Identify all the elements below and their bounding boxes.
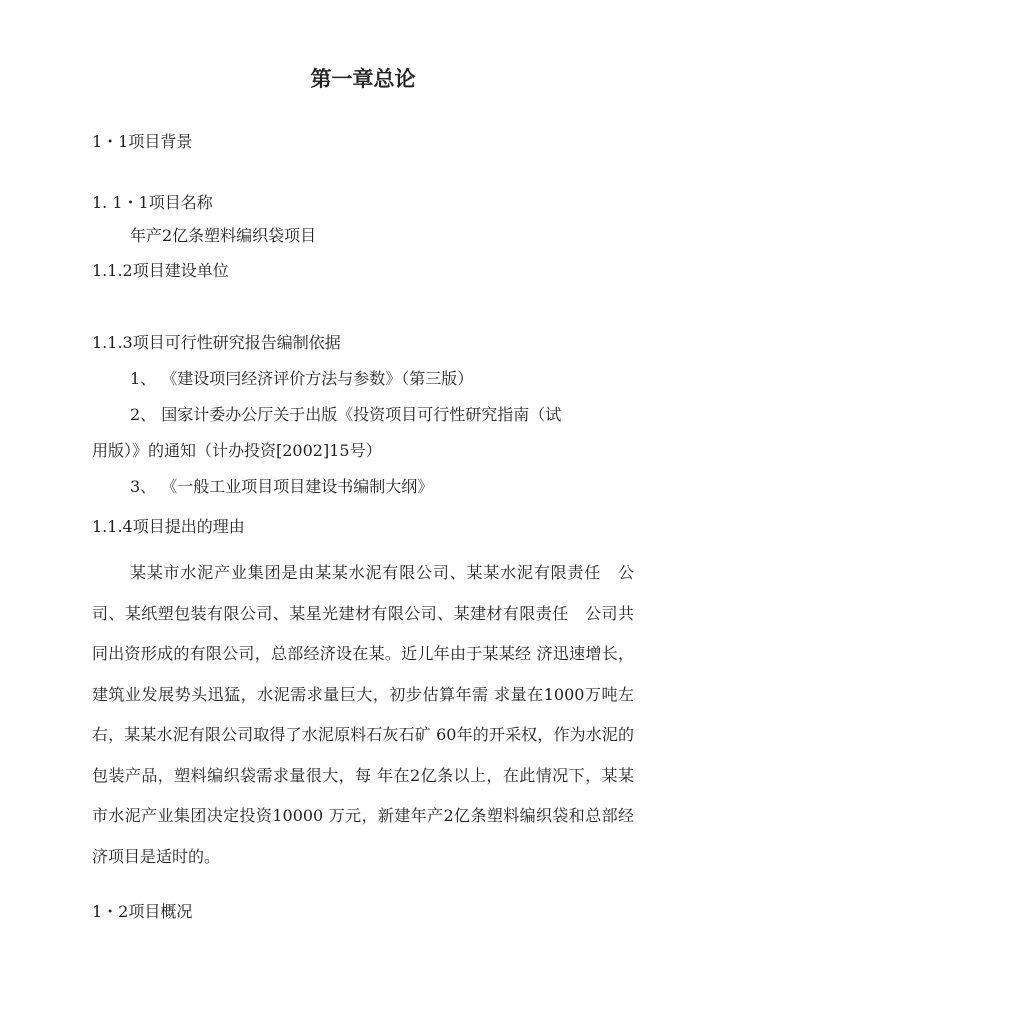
basis-item-1: 1、 《建设项冃经济评价方法与参数》（第三版）: [130, 369, 474, 388]
project-name-text: 年产2亿条塑料编织袋项目: [130, 226, 317, 245]
section-heading-1-1: 1・1项目背景: [92, 132, 193, 151]
subsection-heading-1-1-1: 1. 1・1项目名称: [92, 193, 213, 212]
reason-paragraph: 某某市水泥产业集团是由某某水泥有限公司、某某水泥有限责任 公司、某纸塑包装有限公司、某星光建材有限公司、某建材有限责任 公司共同出资形成的有限公司，总部经济设在某。近儿年由于某某经 济迅速增长，建筑业发展势头迅猛，水泥需求量巨大，初步估算年需 求量在1000万吨左右，某某水泥有限公司取得了水泥原料石灰石矿 60年的开采权，作为水泥的包装产品，塑料编织袋需求量很大，每 年在2亿条以上，在此情况下，某某市水泥产业集团决定投资10000 万元，新建年产2亿条塑料编织袋和总部经济项目是适时的。: [92, 563, 634, 866]
subsection-heading-1-1-4: 1.1.4项目提出的理由: [92, 517, 245, 536]
chapter-title: 第一章总论: [310, 67, 416, 91]
basis-item-3: 3、 《一般工业项目项目建设书编制大纲》: [130, 477, 434, 496]
subsection-heading-1-1-3: 1.1.3项目可行性研究报告编制依据: [92, 333, 341, 352]
basis-item-2-continued: 用版）》的通知（计办投资[2002]15号）: [92, 441, 382, 460]
basis-item-2: 2、 国家计委办公厅关于出版《投资项目可行性研究指南（试: [130, 405, 562, 424]
subsection-heading-1-1-2: 1.1.2项目建设单位: [92, 261, 229, 280]
section-heading-1-2: 1・2项目概况: [92, 902, 193, 921]
